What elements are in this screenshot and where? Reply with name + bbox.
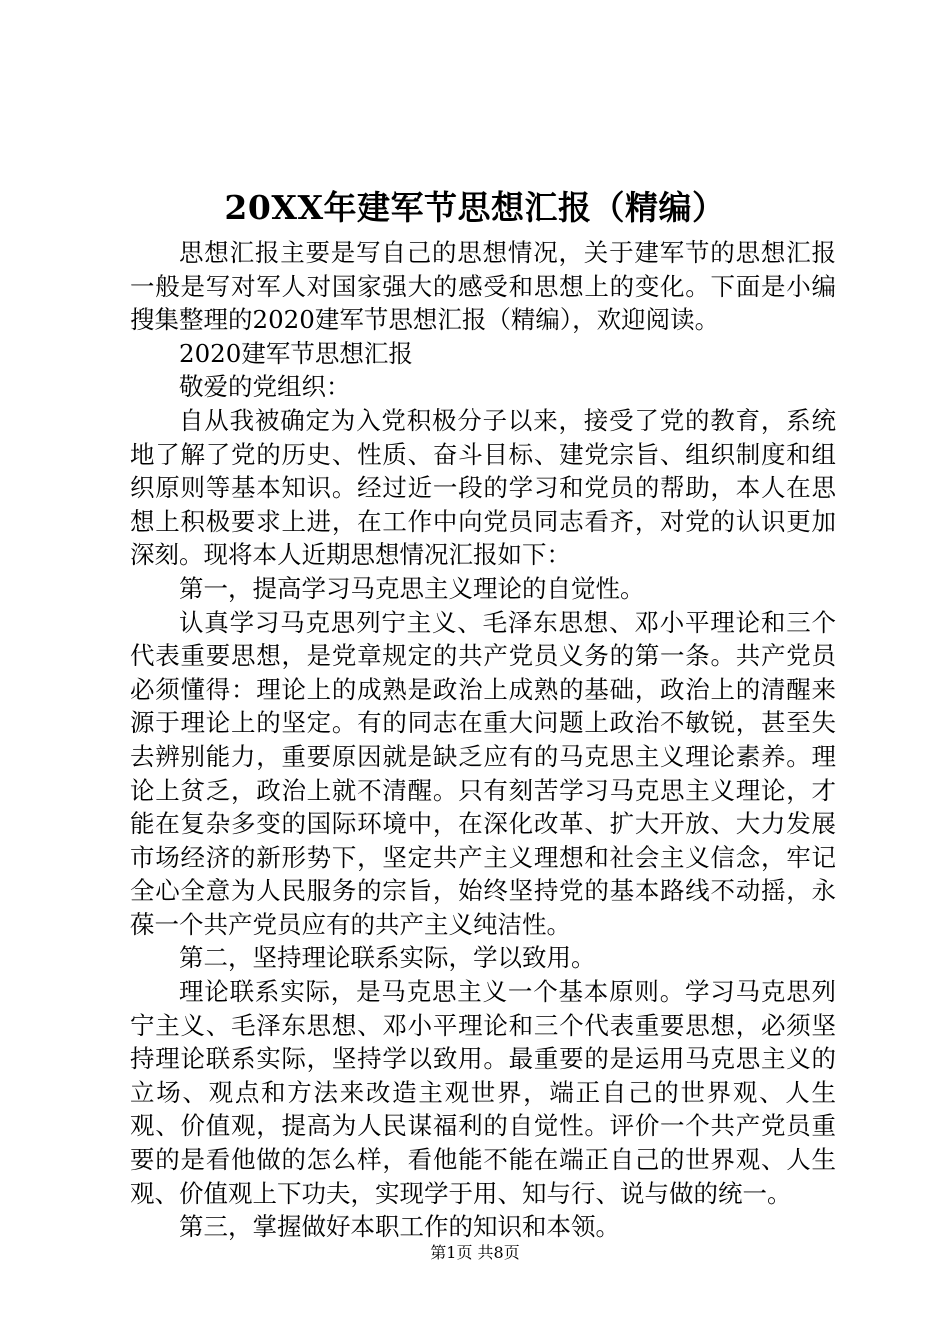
paragraph-point-one-heading: 第一，提高学习马克思主义理论的自觉性。 xyxy=(179,573,645,603)
paragraph-subtitle: 2020建军节思想汇报 xyxy=(179,338,413,368)
document-title: 20XX年建军节思想汇报（精编） xyxy=(224,188,726,227)
document-body xyxy=(130,236,836,1244)
paragraph-salutation: 敬爱的党组织： xyxy=(179,372,351,402)
paragraph-point-two-body: 理论联系实际，是马克思主义一个基本原则。学习马克思列宁主义、毛泽东思想、邓小平理论和三个代表重要思想，必须坚持理论联系实际，坚持学以致用。最重要的是运用马克思主义的立场、观点和方法来改造主观世界，端正自己的世界观、人生观、价值观，提高为人民谋福利的自觉性。评价一个共产党员重要的是看他做的怎么样，看他能不能在端正自己的世界观、人生观、价值观上下功夫，实现学于用、知与行、说与做的统一。 xyxy=(130,977,836,1208)
page-number-footer: 第1页 共8页 xyxy=(430,1243,520,1262)
paragraph-point-one-body: 认真学习马克思列宁主义、毛泽东思想、邓小平理论和三个代表重要思想，是党章规定的共产党员义务的第一条。共产党员必须懂得：理论上的成熟是政治上成熟的基础，政治上的清醒来源于理论上的坚定。有的同志在重大问题上政治不敏锐，甚至失去辨别能力，重要原因就是缺乏应有的马克思主义理论素养。理论上贫乏，政治上就不清醒。只有刻苦学习马克思主义理论，才能在复杂多变的国际环境中，在深化改革、扩大开放、大力发展市场经济的新形势下，坚定共产主义理想和社会主义信念，牢记全心全意为人民服务的宗旨，始终坚持党的基本路线不动摇，永葆一个共产党员应有的共产主义纯洁性。 xyxy=(130,607,836,939)
paragraph-point-two-heading: 第二，坚持理论联系实际，学以致用。 xyxy=(179,943,596,973)
paragraph-intro: 思想汇报主要是写自己的思想情况，关于建军节的思想汇报一般是写对军人对国家强大的感受和思想上的变化。下面是小编搜集整理的2020建军节思想汇报（精编），欢迎阅读。 xyxy=(130,238,836,335)
paragraph-point-three-heading: 第三，掌握做好本职工作的知识和本领。 xyxy=(179,1212,620,1242)
paragraph-opening: 自从我被确定为入党积极分子以来，接受了党的教育，系统地了解了党的历史、性质、奋斗目标、建党宗旨、组织制度和组织原则等基本知识。经过近一段的学习和党员的帮助，本人在思想上积极要求上进，在工作中向党员同志看齐，对党的认识更加深刻。现将本人近期思想情况汇报如下： xyxy=(130,405,836,570)
